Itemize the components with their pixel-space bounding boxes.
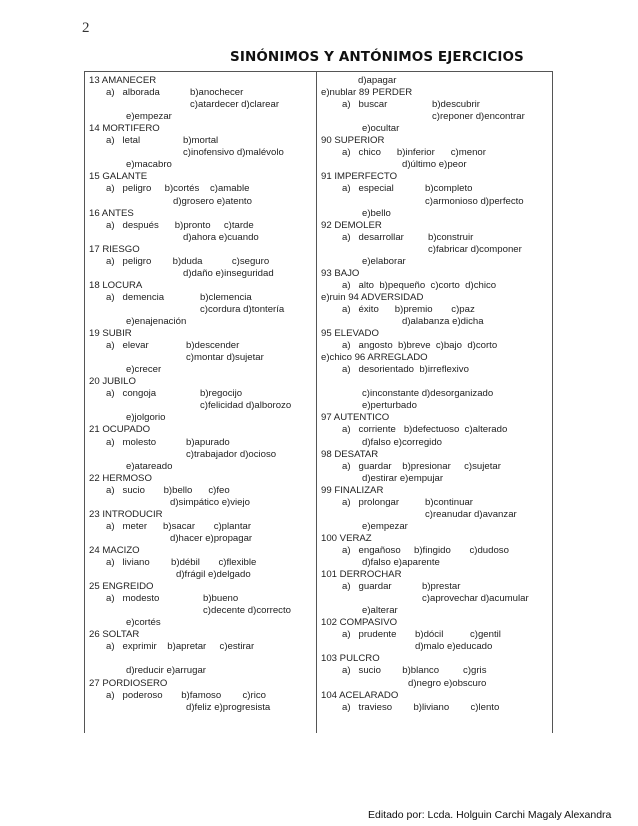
- exercise-line: a) éxito b)premio c)paz: [342, 303, 475, 315]
- exercise-line: a) prudente b)dócil c)gentil: [342, 629, 501, 641]
- exercise-line: a) molesto: [106, 436, 157, 448]
- exercise-line: 101 DERROCHAR: [321, 569, 402, 581]
- exercise-line: a) alto b)pequeño c)corto d)chico: [342, 279, 497, 291]
- exercise-line: a) liviano b)débil c)flexible: [106, 557, 257, 568]
- exercise-line: 103 PULCRO: [321, 653, 380, 665]
- exercise-line: c)reponer d)encontrar: [432, 111, 525, 123]
- exercise-line: b)descender: [186, 340, 240, 352]
- exercise-line: 17 RIESGO: [89, 243, 140, 255]
- exercise-line: a) travieso b)liviano c)lento: [342, 701, 500, 713]
- exercise-line: c)cordura d)tontería: [200, 303, 285, 315]
- exercise-line: a) chico b)inferior c)menor: [342, 147, 486, 159]
- exercise-line: 95 ELEVADO: [321, 328, 379, 340]
- exercise-line: c)montar d)sujetar: [186, 352, 264, 364]
- exercise-line: 100 VERAZ: [321, 532, 372, 544]
- exercise-line: 20 JUBILO: [89, 376, 136, 388]
- exercise-line: 98 DESATAR: [321, 448, 379, 460]
- exercise-line: e)ocultar: [362, 123, 400, 135]
- exercise-line: a) desarrollar: [342, 231, 404, 243]
- exercise-line: a) desorientado b)irreflexivo: [342, 364, 469, 376]
- exercise-line: a) después b)pronto c)tarde: [106, 219, 254, 231]
- exercise-line: d)frágil e)delgado: [176, 569, 251, 581]
- exercise-line: c)fabricar d)componer: [428, 243, 522, 255]
- exercise-line: e)empezar: [362, 520, 408, 532]
- exercise-line: 13 AMANECER: [89, 75, 157, 86]
- exercise-line: b)apurado: [186, 436, 230, 448]
- exercise-line: 25 ENGREIDO: [89, 581, 154, 593]
- exercise-line: d)simpático e)viejo: [170, 496, 250, 508]
- exercise-line: d)negro e)obscuro: [408, 677, 487, 689]
- exercise-line: e)elaborar: [362, 255, 406, 267]
- footer-credit: Editado por: Lcda. Holguin Carchi Magaly Alexandra: [368, 809, 612, 821]
- exercise-line: a) sucio b)bello c)feo: [106, 484, 230, 496]
- exercise-line: d)hacer e)propagar: [170, 532, 253, 544]
- exercise-line: b)continuar: [425, 496, 473, 508]
- exercise-line: e)jolgorio: [126, 412, 166, 424]
- exercise-line: a) buscar: [342, 99, 388, 111]
- exercise-line: a) sucio b)blanco c)gris: [342, 665, 487, 677]
- exercise-line: a) guardar b)presionar c)sujetar: [342, 460, 501, 472]
- exercise-line: b)regocijo: [200, 388, 243, 400]
- exercise-line: a) peligro b)duda c)seguro: [106, 255, 270, 267]
- exercise-line: d)ahora e)cuando: [183, 231, 259, 243]
- exercise-line: d)falso e)aparente: [362, 557, 440, 568]
- exercise-line: e)cortés: [126, 617, 161, 629]
- page-number: 2: [82, 20, 90, 36]
- exercise-line: c)inofensivo d)malévolo: [183, 147, 284, 159]
- exercise-line: a) engañoso b)fingido c)dudoso: [342, 544, 509, 556]
- exercise-line: b)clemencia: [200, 291, 252, 303]
- exercise-line: 27 PORDIOSERO: [89, 677, 168, 689]
- exercise-line: 15 GALANTE: [89, 171, 148, 183]
- exercise-line: e)alterar: [362, 605, 398, 617]
- exercise-line: 24 MACIZO: [89, 544, 140, 556]
- exercise-line: b)construir: [428, 231, 474, 243]
- exercise-line: 19 SUBIR: [89, 328, 132, 340]
- exercise-line: a) exprimir b)apretar c)estirar: [106, 641, 255, 653]
- exercise-line: e)macabro: [126, 159, 172, 171]
- exercise-line: a) angosto b)breve c)bajo d)corto: [342, 340, 498, 352]
- exercise-line: 104 ACELARADO: [321, 689, 399, 701]
- exercise-line: 21 OCUPADO: [89, 424, 151, 436]
- page-title: SINÓNIMOS Y ANTÓNIMOS EJERCICIOS: [230, 49, 524, 65]
- exercise-line: e)perturbado: [362, 400, 417, 412]
- exercise-line: e)enajenación: [126, 316, 187, 327]
- exercise-line: b)prestar: [422, 581, 461, 593]
- exercise-line: a) especial: [342, 183, 394, 195]
- exercise-line: a) guardar: [342, 581, 392, 593]
- exercise-line: e)ruin 94 ADVERSIDAD: [321, 291, 424, 303]
- exercise-line: b)mortal: [183, 135, 219, 147]
- exercise-line: e)chico 96 ARREGLADO: [321, 352, 428, 364]
- exercise-line: d)falso e)corregido: [362, 436, 442, 448]
- exercise-line: b)descubrir: [432, 99, 480, 111]
- exercise-line: c)trabajador d)ocioso: [186, 448, 277, 460]
- exercise-line: e)nublar 89 PERDER: [321, 87, 413, 99]
- exercise-line: 26 SOLTAR: [89, 629, 140, 641]
- exercise-line: 16 ANTES: [89, 207, 134, 219]
- exercise-line: c)inconstante d)desorganizado: [362, 388, 494, 400]
- exercise-line: e)crecer: [126, 364, 162, 376]
- exercise-line: d)grosero e)atento: [173, 195, 252, 207]
- exercise-line: e)empezar: [126, 111, 172, 123]
- exercise-line: c)felicidad d)alborozo: [200, 400, 292, 412]
- exercise-table: [84, 71, 553, 733]
- exercise-line: a) corriente b)defectuoso c)alterado: [342, 424, 508, 436]
- exercise-line: a) meter b)sacar c)plantar: [106, 520, 252, 532]
- exercise-line: a) demencia: [106, 291, 165, 303]
- exercise-line: 92 DEMOLER: [321, 219, 382, 231]
- exercise-line: 14 MORTIFERO: [89, 123, 160, 135]
- exercise-line: d)feliz e)progresista: [186, 701, 271, 713]
- exercise-line: e)atareado: [126, 460, 173, 472]
- exercise-line: b)bueno: [203, 593, 239, 605]
- exercise-line: d)daño e)inseguridad: [183, 267, 274, 279]
- exercise-line: a) modesto: [106, 593, 160, 605]
- exercise-line: a) peligro b)cortés c)amable: [106, 183, 250, 195]
- exercise-line: a) poderoso b)famoso c)rico: [106, 689, 266, 701]
- exercise-line: e)bello: [362, 207, 391, 219]
- exercise-line: c)decente d)correcto: [203, 605, 291, 617]
- exercise-line: 22 HERMOSO: [89, 472, 152, 484]
- exercise-line: a) elevar: [106, 340, 149, 352]
- exercise-line: c)atardecer d)clarear: [190, 99, 280, 111]
- column-divider: [316, 71, 317, 733]
- exercise-line: b)anochecer: [190, 87, 244, 99]
- exercise-line: 93 BAJO: [321, 267, 360, 279]
- exercise-line: 99 FINALIZAR: [321, 484, 384, 496]
- exercise-line: d)alabanza e)dicha: [402, 316, 484, 327]
- exercise-line: 97 AUTENTICO: [321, 412, 390, 424]
- exercise-line: a) prolongar: [342, 496, 400, 508]
- exercise-line: 23 INTRODUCIR: [89, 508, 163, 520]
- exercise-line: d)estirar e)empujar: [362, 472, 444, 484]
- exercise-line: 18 LOCURA: [89, 279, 143, 291]
- exercise-line: a) congoja: [106, 388, 157, 400]
- exercise-line: c)armonioso d)perfecto: [425, 195, 524, 207]
- exercise-line: d)apagar: [358, 75, 397, 86]
- exercise-line: c)aprovechar d)acumular: [422, 593, 529, 605]
- exercise-line: a) alborada: [106, 87, 160, 99]
- exercise-line: c)reanudar d)avanzar: [425, 508, 517, 520]
- exercise-line: b)completo: [425, 183, 473, 195]
- exercise-line: 102 COMPASIVO: [321, 617, 398, 629]
- exercise-line: 90 SUPERIOR: [321, 135, 385, 147]
- exercise-line: a) letal: [106, 135, 141, 147]
- exercise-line: 91 IMPERFECTO: [321, 171, 398, 183]
- exercise-line: d)malo e)educado: [415, 641, 493, 653]
- exercise-line: d)reducir e)arrugar: [126, 665, 206, 677]
- exercise-line: d)último e)peor: [402, 159, 467, 171]
